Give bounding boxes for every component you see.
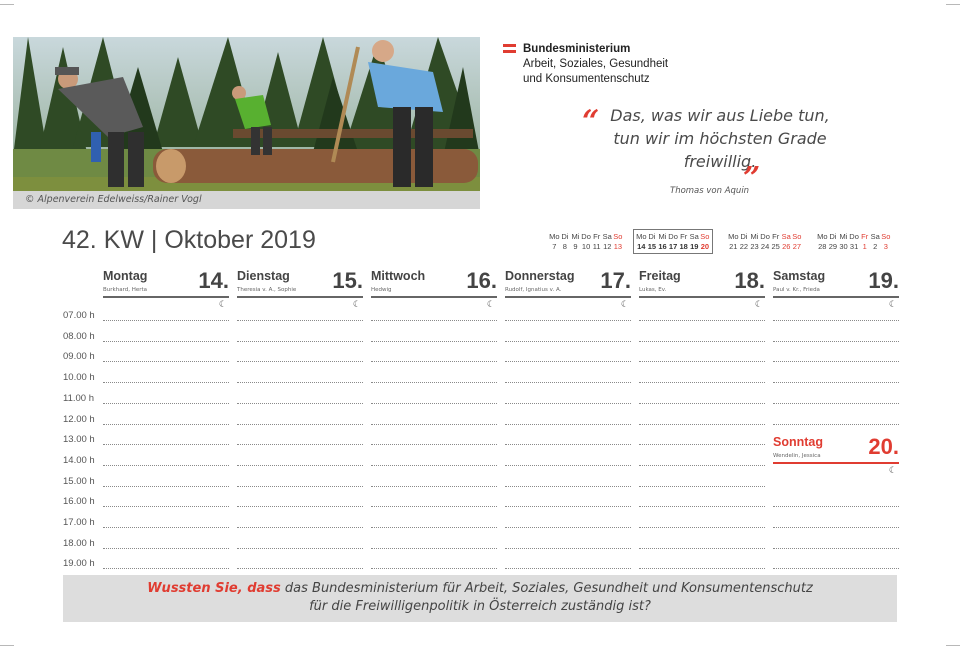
writing-line[interactable] — [371, 506, 497, 507]
quote-close-mark: ” — [743, 161, 761, 196]
mini-calendar-days — [728, 242, 802, 252]
mini-calendar-weekday: So — [613, 232, 623, 241]
day-number: 16. — [466, 268, 497, 293]
day-number: 20. — [868, 434, 899, 459]
mini-calendar-weekday: Do — [849, 232, 859, 241]
mini-calendar-weekday: Mi — [571, 232, 580, 241]
hour-label: 13.00 h — [63, 434, 95, 446]
day-underline — [103, 296, 229, 298]
writing-line[interactable] — [639, 424, 765, 425]
hour-label: 17.00 h — [63, 517, 95, 528]
writing-line[interactable] — [103, 403, 229, 404]
quote-text — [560, 104, 880, 173]
mini-calendar-day: 18 — [679, 242, 688, 251]
mini-calendar-day: 7 — [552, 242, 557, 251]
mini-calendar-week — [549, 232, 623, 252]
flag-stripe-bottom — [503, 50, 516, 53]
writing-line[interactable] — [371, 548, 497, 549]
mini-calendar-weekday: Sa — [870, 232, 880, 241]
hour-label: 16.00 h — [63, 496, 95, 508]
writing-line[interactable] — [505, 403, 631, 404]
writing-line[interactable] — [639, 320, 765, 321]
mini-calendar-day: 3 — [883, 242, 888, 251]
writing-line[interactable] — [639, 361, 765, 362]
quote-line-2: tun wir im höchsten Grade — [613, 129, 827, 148]
writing-line[interactable] — [237, 548, 363, 549]
crop-mark — [0, 4, 14, 5]
writing-line[interactable] — [103, 568, 229, 569]
day-name: Freitag — [639, 269, 681, 283]
writing-line[interactable] — [505, 548, 631, 549]
day-underline — [237, 296, 363, 298]
hour-label: 08.00 h — [63, 330, 95, 342]
mini-calendar-day: 14 — [637, 242, 646, 251]
writing-line[interactable] — [237, 320, 363, 321]
writing-line[interactable] — [103, 444, 229, 445]
forest-work-illustration — [13, 37, 480, 209]
ministry-line-2: Arbeit, Soziales, Gesundheit — [523, 58, 669, 70]
quote-line-1: Das, was wir aus Liebe tun, — [610, 106, 830, 125]
mini-calendar-weekday: Di — [740, 232, 748, 241]
mini-calendar-day: 30 — [839, 242, 848, 251]
day-number: 17. — [600, 268, 631, 293]
writing-line[interactable] — [103, 465, 229, 466]
writing-line[interactable] — [237, 382, 363, 383]
day-saints: Lukas, Ev. — [639, 287, 667, 293]
mini-calendar-day: 25 — [771, 242, 780, 251]
mini-calendar-day: 23 — [750, 242, 759, 251]
mini-calendar-day: 22 — [739, 242, 749, 251]
day-underline — [639, 296, 765, 298]
writing-line[interactable] — [773, 320, 899, 321]
writing-line[interactable] — [103, 527, 229, 528]
mini-calendar-day: 10 — [581, 242, 591, 251]
banner-lead: Wussten Sie, dass — [147, 581, 281, 596]
mini-calendar-weekdays — [817, 232, 891, 242]
mini-calendar-weekday: Fr — [861, 232, 869, 241]
mini-calendar-day: 27 — [792, 242, 802, 251]
ministry-text — [523, 42, 783, 87]
writing-line[interactable] — [505, 361, 631, 362]
writing-line[interactable] — [371, 568, 497, 569]
mini-calendar-weekday: Do — [760, 232, 770, 241]
mini-calendar-days — [549, 242, 623, 252]
day-underline — [773, 296, 899, 298]
writing-line[interactable] — [103, 486, 229, 487]
writing-line[interactable] — [237, 341, 363, 342]
info-banner — [63, 575, 897, 622]
writing-line[interactable] — [371, 465, 497, 466]
mini-calendar-weekday: Mi — [658, 232, 667, 241]
ministry-line-3: und Konsumentenschutz — [523, 73, 650, 85]
mini-calendar-weekday: Mi — [750, 232, 759, 241]
writing-line[interactable] — [371, 403, 497, 404]
mini-calendar-weekday: So — [881, 232, 891, 241]
writing-line[interactable] — [639, 506, 765, 507]
moon-phase-icon: ☾ — [352, 300, 361, 310]
quote-author: Thomas von Aquin — [670, 186, 750, 196]
day-saints: Hedwig — [371, 287, 392, 293]
quote-line-3: freiwillig. — [683, 152, 757, 171]
crop-mark — [946, 4, 960, 5]
day-underline — [773, 462, 899, 464]
mini-calendar-weekday: Mo — [817, 232, 828, 241]
moon-phase-icon: ☾ — [888, 466, 897, 476]
mini-calendar-week — [633, 229, 713, 254]
writing-line[interactable] — [103, 320, 229, 321]
mini-calendar-day: 21 — [729, 242, 738, 251]
mini-calendar-day: 1 — [862, 242, 867, 251]
day-name: Sonntag — [773, 435, 823, 449]
writing-line[interactable] — [237, 527, 363, 528]
writing-line[interactable] — [237, 403, 363, 404]
crop-mark — [0, 645, 14, 646]
day-name: Samstag — [773, 269, 826, 283]
hour-label: 09.00 h — [63, 351, 95, 363]
banner-line-1-rest: das Bundesministerium für Arbeit, Soziales, Gesundheit und Konsumentenschutz — [280, 581, 813, 596]
mini-calendar-weekday: Do — [581, 232, 591, 241]
mini-calendar-weekday: Fr — [680, 232, 688, 241]
writing-line[interactable] — [103, 506, 229, 507]
mini-calendar-weekday: Fr — [772, 232, 780, 241]
mini-calendar-day: 26 — [782, 242, 791, 251]
writing-line[interactable] — [505, 527, 631, 528]
mini-calendar-day: 20 — [700, 242, 710, 251]
hour-label: 15.00 h — [63, 475, 95, 487]
hour-label: 19.00 h — [63, 558, 95, 570]
mini-calendar-weekday: Di — [648, 232, 656, 241]
banner-line-2: für die Freiwilligenpolitik in Österreich zuständig ist? — [309, 599, 651, 614]
mini-calendar-days — [817, 242, 891, 252]
moon-phase-icon: ☾ — [218, 300, 227, 310]
writing-line[interactable] — [237, 444, 363, 445]
writing-line[interactable] — [237, 506, 363, 507]
mini-calendar-week — [728, 232, 802, 252]
writing-line[interactable] — [505, 444, 631, 445]
banner-line-1 — [63, 580, 897, 598]
hour-label: 07.00 h — [63, 310, 95, 321]
writing-line[interactable] — [505, 341, 631, 342]
hour-label: 14.00 h — [63, 454, 95, 466]
day-underline — [371, 296, 497, 298]
hour-label: 12.00 h — [63, 413, 95, 425]
writing-line[interactable] — [773, 341, 899, 342]
day-name: Mittwoch — [371, 269, 426, 283]
writing-line[interactable] — [773, 568, 899, 569]
writing-line[interactable] — [237, 486, 363, 487]
mini-calendar-weekdays — [549, 232, 623, 242]
writing-line[interactable] — [371, 382, 497, 383]
week-title: 42. KW | Oktober 2019 — [62, 226, 316, 254]
mini-calendar-day: 28 — [818, 242, 827, 251]
mini-calendar-weekday: Sa — [602, 232, 612, 241]
writing-line[interactable] — [639, 548, 765, 549]
mini-calendar-day: 11 — [592, 242, 601, 251]
writing-line[interactable] — [371, 320, 497, 321]
hour-label: 18.00 h — [63, 537, 95, 549]
moon-phase-icon: ☾ — [486, 300, 495, 310]
writing-line[interactable] — [639, 444, 765, 445]
mini-calendar-days — [636, 242, 710, 252]
mini-calendar-weekday: Mo — [636, 232, 647, 241]
writing-line[interactable] — [773, 548, 899, 549]
mini-calendar-weekday: Mo — [549, 232, 560, 241]
day-saints: Rudolf, Ignatius v. A. — [505, 287, 562, 293]
writing-line[interactable] — [103, 382, 229, 383]
day-name: Donnerstag — [505, 269, 575, 283]
day-number: 19. — [868, 268, 899, 293]
writing-line[interactable] — [639, 486, 765, 487]
mini-calendar-weekday: Fr — [593, 232, 601, 241]
writing-line[interactable] — [103, 424, 229, 425]
quote-open-mark: “ — [582, 104, 600, 139]
mini-calendar-day: 12 — [603, 242, 612, 251]
mini-calendar-day: 13 — [613, 242, 623, 251]
writing-line[interactable] — [773, 506, 899, 507]
writing-line[interactable] — [505, 568, 631, 569]
day-number: 15. — [332, 268, 363, 293]
day-saints: Paul v. Kr., Frieda — [773, 287, 820, 293]
mini-calendar-day: 29 — [828, 242, 838, 251]
writing-line[interactable] — [639, 341, 765, 342]
writing-line[interactable] — [773, 527, 899, 528]
writing-line[interactable] — [505, 465, 631, 466]
mini-calendar-weekdays — [728, 232, 802, 242]
crop-mark — [946, 645, 960, 646]
mini-calendar-weekday: Di — [829, 232, 837, 241]
writing-line[interactable] — [505, 506, 631, 507]
ministry-name: Bundesministerium — [523, 43, 631, 55]
mini-calendar-weekday: Sa — [689, 232, 699, 241]
austria-flag-icon — [503, 44, 516, 53]
day-number: 14. — [198, 268, 229, 293]
mini-calendar-weekday: Di — [561, 232, 569, 241]
day-number: 18. — [734, 268, 765, 293]
photo-credit: © Alpenverein Edelweiss/Rainer Vogl — [13, 191, 480, 209]
day-saints: Theresia v. A., Sophie — [237, 287, 297, 293]
mini-calendar-day: 9 — [573, 242, 578, 251]
writing-line[interactable] — [505, 486, 631, 487]
hour-label: 10.00 h — [63, 372, 95, 384]
writing-line[interactable] — [773, 424, 899, 425]
mini-calendar-week — [817, 232, 891, 252]
mini-calendar-day: 2 — [873, 242, 878, 251]
writing-line[interactable] — [505, 382, 631, 383]
writing-line[interactable] — [639, 382, 765, 383]
writing-line[interactable] — [773, 382, 899, 383]
writing-line[interactable] — [371, 424, 497, 425]
mini-calendar-weekday: Do — [668, 232, 678, 241]
writing-line[interactable] — [103, 361, 229, 362]
day-saints: Burkhard, Hertа — [103, 287, 148, 293]
mini-calendar-weekday: Mi — [839, 232, 848, 241]
mini-calendar-day: 17 — [668, 242, 678, 251]
header-photo — [13, 37, 480, 209]
mini-calendar-day: 19 — [690, 242, 699, 251]
writing-line[interactable] — [773, 361, 899, 362]
writing-line[interactable] — [371, 527, 497, 528]
writing-line[interactable] — [371, 341, 497, 342]
writing-line[interactable] — [237, 424, 363, 425]
writing-line[interactable] — [103, 548, 229, 549]
writing-line[interactable] — [505, 320, 631, 321]
mini-calendar-day: 16 — [658, 242, 667, 251]
writing-line[interactable] — [237, 568, 363, 569]
writing-line[interactable] — [371, 361, 497, 362]
writing-line[interactable] — [237, 361, 363, 362]
writing-line[interactable] — [371, 444, 497, 445]
day-saints: Wendelin, Jessica — [773, 453, 821, 459]
mini-calendar-weekday: So — [792, 232, 802, 241]
moon-phase-icon: ☾ — [620, 300, 629, 310]
writing-line[interactable] — [505, 424, 631, 425]
mini-calendar-weekday: So — [700, 232, 710, 241]
mini-calendar-day: 31 — [849, 242, 859, 251]
writing-line[interactable] — [237, 465, 363, 466]
day-name: Montag — [103, 269, 148, 283]
writing-line[interactable] — [639, 403, 765, 404]
hour-label: 11.00 h — [63, 392, 94, 404]
mini-calendar-weekday: Sa — [781, 232, 791, 241]
mini-calendar-weekdays — [636, 232, 710, 242]
writing-line[interactable] — [371, 486, 497, 487]
writing-line[interactable] — [773, 403, 899, 404]
writing-line[interactable] — [639, 465, 765, 466]
day-underline — [505, 296, 631, 298]
moon-phase-icon: ☾ — [754, 300, 763, 310]
mini-calendar-day: 24 — [760, 242, 770, 251]
mini-calendar-day: 8 — [562, 242, 567, 251]
mini-calendar-day: 15 — [647, 242, 657, 251]
day-name: Dienstag — [237, 269, 290, 283]
mini-calendar-weekday: Mo — [728, 232, 739, 241]
moon-phase-icon: ☾ — [888, 300, 897, 310]
writing-line[interactable] — [639, 527, 765, 528]
writing-line[interactable] — [103, 341, 229, 342]
writing-line[interactable] — [639, 568, 765, 569]
